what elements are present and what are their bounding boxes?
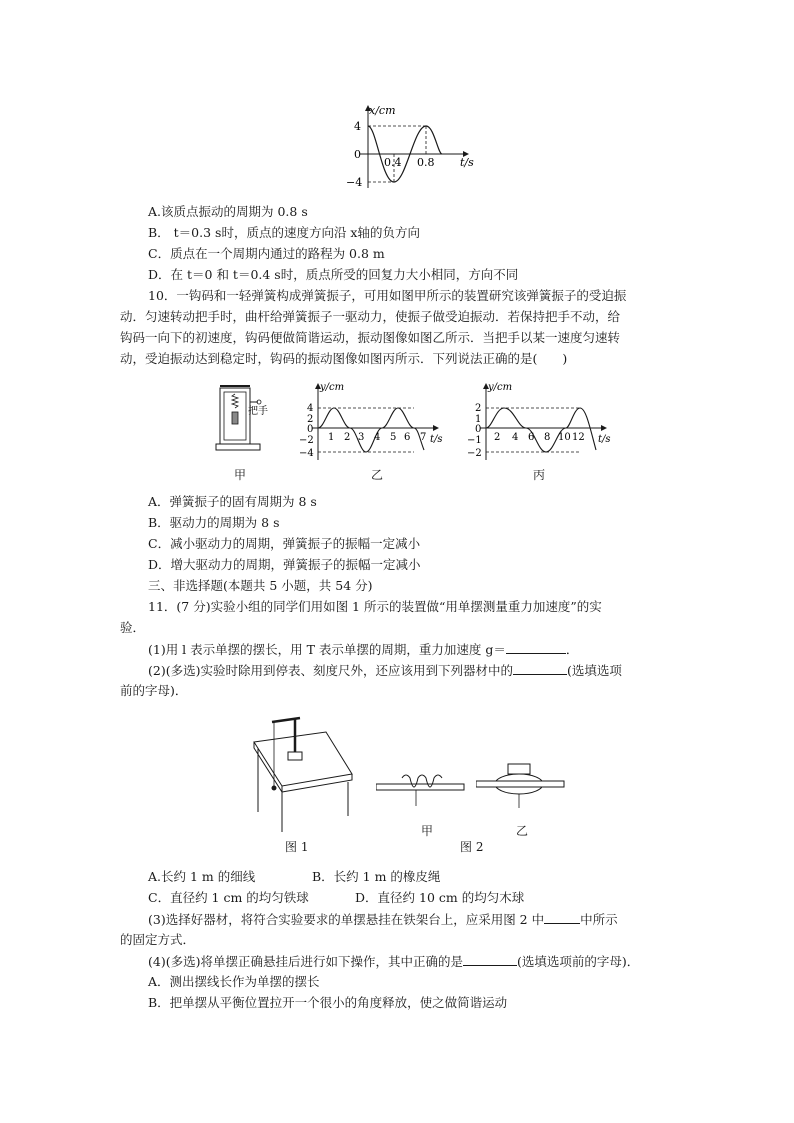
q11-part2 <box>148 662 622 679</box>
q11-part2-blank[interactable] <box>513 662 567 675</box>
bing-ytick: −2 <box>467 448 482 459</box>
q11-part1-text: (1)用 l 表示单摆的摆长，用 T 表示单摆的周期，重力加速度 g＝ <box>148 642 506 657</box>
q9-option-a: A.该质点振动的周期为 0.8 s <box>148 204 308 219</box>
q10-stem-line1: 10．一钩码和一轻弹簧构成弹簧振子，可用如图甲所示的装置研究该弹簧振子的受迫振 <box>148 288 627 303</box>
top-ylabel: x/cm <box>369 104 396 117</box>
top-xlabel: t/s <box>460 156 474 169</box>
q10-apparatus-figure <box>212 382 274 452</box>
q11-part4-end: (选填选项前的字母)． <box>516 954 640 969</box>
yi-xlabel: t/s <box>430 434 443 445</box>
q11-figure-2-jia <box>376 770 466 810</box>
q10-caption-jia: 甲 <box>234 468 247 482</box>
yi-xtick: 4 <box>374 432 381 443</box>
q10-stem-line3: 钩码一向下的初速度，钩码便做简谐运动，振动图像如图乙所示．当把手以某一速度匀速转 <box>120 330 621 345</box>
q10-caption-yi: 乙 <box>371 468 384 482</box>
yi-ytick: −2 <box>299 435 314 446</box>
q11-part3 <box>148 911 618 928</box>
q11-part2-end: (选填选项 <box>566 663 622 678</box>
q11-figure-1 <box>250 712 355 836</box>
bing-xtick: 6 <box>528 432 535 443</box>
q11-part4-text: (4)(多选)将单摆正确悬挂后进行如下操作，其中正确的是 <box>148 954 463 969</box>
q11-option-d: D．直径约 10 cm 的均匀木球 <box>355 890 525 905</box>
q10-stem-line2: 动．匀速转动把手时，曲杆给弹簧振子一驱动力，使振子做受迫振动．若保持把手不动，给 <box>120 309 621 324</box>
q10-handle-label: 把手 <box>248 406 268 417</box>
bing-ytick: 1 <box>475 414 482 425</box>
top-ytick-0: 0 <box>354 148 361 161</box>
yi-ytick: 0 <box>307 424 314 435</box>
bing-xtick: 4 <box>512 432 519 443</box>
q11-fig2-jia-label: 甲 <box>421 824 434 838</box>
yi-xtick: 5 <box>390 432 397 443</box>
yi-xtick: 7 <box>420 432 427 443</box>
bing-xtick: 2 <box>494 432 501 443</box>
yi-xtick: 6 <box>404 432 411 443</box>
q11-part1 <box>148 641 578 658</box>
q10-stem-line4: 动，受迫振动达到稳定时，钩码的振动图像如图丙所示．下列说法正确的是( ) <box>120 351 568 366</box>
q10-option-b: B．驱动力的周期为 8 s <box>148 515 280 530</box>
yi-ytick: −4 <box>299 448 314 459</box>
section-3-heading: 三、非选择题(本题共 5 小题，共 54 分) <box>148 578 373 593</box>
top-xtick-0.4: 0.4 <box>384 156 402 169</box>
q9-option-d: D．在 t＝0 和 t＝0.4 s时，质点所受的回复力大小相同，方向不同 <box>148 267 519 282</box>
q11-part4 <box>148 953 639 970</box>
top-xtick-0.8: 0.8 <box>417 156 435 169</box>
q10-yi-curve <box>318 408 427 452</box>
q11-part1-end: ． <box>565 642 579 657</box>
q11-part3-blank[interactable] <box>544 911 580 924</box>
bing-ytick: 0 <box>475 424 482 435</box>
yi-xtick: 3 <box>358 432 365 443</box>
q11-stem-line1: 11．(7 分)实验小组的同学们用如图 1 所示的装置做“用单摆测量重力加速度”的实 <box>148 599 602 614</box>
q11-part3-end: 中所示 <box>580 912 618 927</box>
q11-part2-line2: 前的字母)． <box>120 683 188 698</box>
q11-part3-line2: 的固定方式． <box>120 932 196 947</box>
bing-ylabel: y/cm <box>488 382 513 393</box>
q10-graph-yi <box>290 380 450 462</box>
q11-fig2-yi-label: 乙 <box>516 824 529 838</box>
q11-option-b: B．长约 1 m 的橡皮绳 <box>312 869 441 884</box>
q11-part1-blank[interactable] <box>506 641 566 654</box>
q11-stem-line2: 验． <box>120 620 146 635</box>
q10-option-c: C．减小驱动力的周期，弹簧振子的振幅一定减小 <box>148 536 421 551</box>
bing-xtick: 8 <box>544 432 551 443</box>
top-ytick-4: 4 <box>354 120 361 133</box>
q10-graph-bing <box>458 380 618 462</box>
bing-xlabel: t/s <box>598 434 611 445</box>
yi-ylabel: y/cm <box>320 382 345 393</box>
q11-option-a: A.长约 1 m 的细线 <box>148 869 256 884</box>
q9-option-c: C．质点在一个周期内通过的路程为 0.8 m <box>148 246 385 261</box>
yi-ytick: 2 <box>307 414 314 425</box>
yi-ytick: 4 <box>307 403 314 414</box>
q10-caption-bing: 丙 <box>533 468 546 482</box>
q9-option-b: B． t＝0.3 s时，质点的速度方向沿 x轴的负方向 <box>148 225 420 240</box>
q11-fig2-caption: 图 2 <box>460 840 484 854</box>
q11-part4-option-a: A．测出摆线长作为单摆的摆长 <box>148 974 320 989</box>
yi-xtick: 1 <box>328 432 335 443</box>
yi-xtick: 2 <box>344 432 351 443</box>
bing-ytick: −1 <box>467 435 482 446</box>
bing-xtick: 10 <box>558 432 571 443</box>
q10-option-a: A．弹簧振子的固有周期为 8 s <box>148 494 317 509</box>
q11-figure-2-yi <box>476 760 566 810</box>
bing-ytick: 2 <box>475 403 482 414</box>
q10-bing-curve <box>486 408 596 452</box>
bing-xtick: 12 <box>572 432 585 443</box>
q11-option-c: C．直径约 1 cm 的均匀铁球 <box>148 890 309 905</box>
q11-part4-blank[interactable] <box>463 953 517 966</box>
top-xt-graph <box>340 100 490 195</box>
q11-part2-text: (2)(多选)实验时除用到停表、刻度尺外，还应该用到下列器材中的 <box>148 663 513 678</box>
q11-part3-text: (3)选择好器材，将符合实验要求的单摆悬挂在铁架台上，应采用图 2 中 <box>148 912 545 927</box>
q10-option-d: D．增大驱动力的周期，弹簧振子的振幅一定减小 <box>148 557 421 572</box>
q11-part4-option-b: B．把单摆从平衡位置拉开一个很小的角度释放，使之做简谐运动 <box>148 995 508 1010</box>
top-ytick-neg4: −4 <box>346 176 363 189</box>
q11-fig1-caption: 图 1 <box>285 840 309 854</box>
